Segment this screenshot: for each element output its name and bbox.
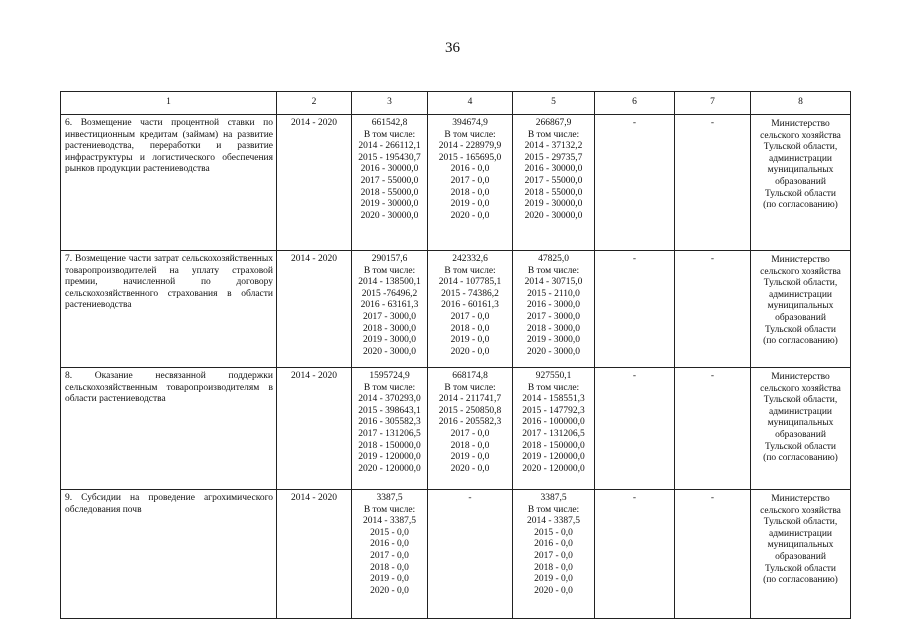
org-line: сельского хозяйства [760,383,841,394]
funding-line: 2020 - 0,0 [450,463,490,474]
org-line: Тульской области, [763,395,838,406]
funding-line: 2014 - 211741,7 [438,394,502,405]
funding-line: 2020 - 120000,0 [522,463,585,474]
funding-line: 2019 - 0,0 [370,574,409,585]
funding-line: 2018 - 150000,0 [358,440,421,451]
funding-cell-col5 [513,490,595,619]
funding-line: 2014 - 228979,9 [438,141,502,152]
funding-line: 2015 - 0,0 [534,527,573,538]
org-line: Министерство [771,494,830,504]
org-line: администрации [768,406,833,417]
funding-line: 2017 - 55000,0 [524,175,583,186]
org-line: сельского хозяйства [760,266,841,277]
column-header: 3 [352,92,428,115]
responsible-org-cell [751,490,851,619]
funding-cell-col5 [513,368,595,490]
funding-line: 2015 - 250850,8 [438,405,502,416]
org-line: Тульской области, [763,517,838,528]
org-line: сельского хозяйства [760,130,841,141]
funding-line: 2020 - 0,0 [534,585,573,596]
funding-line: 2015 - 2110,0 [527,288,580,299]
funding-line: 242332,6 [452,254,488,264]
funding-line: 2015 - 74386,2 [441,288,499,299]
funding-line: 661542,8 [371,118,408,128]
funding-line: 2017 - 0,0 [370,550,409,561]
org-line: образований [775,176,826,187]
responsible-org-cell [751,251,851,368]
funding-line: 2019 - 120000,0 [358,452,421,463]
org-line: Тульской области, [763,142,838,153]
funding-line: 2015 - 398643,1 [358,405,421,416]
funding-line: 2019 - 0,0 [450,335,490,346]
funding-cell-col4 [428,251,513,368]
org-line: администрации [768,528,833,539]
funding-line: 2016 - 100000,0 [522,417,585,428]
empty-value-cell: - [675,251,751,368]
org-line: образований [775,551,826,562]
funding-line: 2019 - 30000,0 [360,199,419,210]
funding-line: 2019 - 30000,0 [524,199,583,210]
funding-line: В том числе: [363,504,416,515]
funding-line: 2020 - 3000,0 [526,346,581,357]
empty-value-cell: - [675,490,751,619]
funding-line: 2019 - 3000,0 [526,335,581,346]
funding-line: В том числе: [527,265,580,276]
funding-line: 2017 - 0,0 [450,428,490,439]
org-line: муниципальных [767,165,834,176]
funding-line: 2018 - 3000,0 [526,323,581,334]
funding-line: 2016 - 0,0 [450,164,490,175]
funding-line: 2018 - 3000,0 [362,323,417,334]
funding-line: 2014 - 138500,1 [358,277,421,288]
org-line: Тульской области [764,324,837,335]
empty-value-cell: - [675,368,751,490]
funding-line: В том числе: [527,504,580,515]
funding-line: 2014 - 266112,1 [358,141,421,152]
funding-line: 2015 - 0,0 [370,527,409,538]
funding-line: 2018 - 0,0 [450,323,490,334]
funding-line: 2017 - 131206,5 [522,428,585,439]
funding-line: 2019 - 0,0 [534,574,573,585]
funding-line: 2016 - 63161,3 [360,300,419,311]
funding-line: 2016 - 3000,0 [526,300,581,311]
org-line: Министерство [771,372,830,382]
funding-line: 2020 - 30000,0 [360,210,419,221]
period-cell: 2014 - 2020 [277,251,352,368]
funding-line: 2020 - 120000,0 [358,463,421,474]
funding-line: 2020 - 0,0 [450,346,490,357]
funding-cell-col5 [513,251,595,368]
funding-line: 2016 - 60161,3 [441,300,499,311]
org-line: Тульской области [764,188,837,199]
funding-line: 2014 - 3387,5 [526,516,581,527]
funding-line: 266867,9 [535,118,572,128]
org-line: образований [775,312,826,323]
funding-line: 2016 - 30000,0 [524,164,583,175]
funding-line: 927550,1 [535,371,572,381]
funding-line: 2018 - 0,0 [534,562,573,573]
funding-line: 1595724,9 [369,371,410,381]
table-body [61,115,851,619]
period-cell: 2014 - 2020 [277,115,352,251]
org-line: (по согласованию) [763,336,838,347]
funding-line: 2018 - 0,0 [450,187,490,198]
funding-line: 2015 - 147792,3 [522,405,585,416]
empty-value-cell: - [595,251,675,368]
column-header: 6 [595,92,675,115]
funding-line: 3387,5 [540,493,567,503]
measure-text: 9. Субсидии на проведение агрохимического обследования почв [65,493,273,515]
org-line: администрации [768,289,833,300]
org-line: (по согласованию) [763,453,838,464]
empty-value-cell: - [675,115,751,251]
page-number: 36 [445,40,460,56]
funding-line: 2018 - 55000,0 [524,187,583,198]
column-header: 8 [751,92,851,115]
funding-line: 2017 - 131206,5 [358,428,421,439]
period-cell: 2014 - 2020 [277,490,352,619]
org-line: муниципальных [767,301,834,312]
measure-cell [61,368,277,490]
funding-line: 2018 - 55000,0 [360,187,419,198]
measure-cell [61,490,277,619]
org-line: Тульской области [764,563,837,574]
org-line: Министерство [771,255,830,265]
funding-line: 47825,0 [538,254,569,264]
funding-line: 668174,8 [452,371,488,381]
funding-line: 2020 - 3000,0 [362,346,417,357]
funding-line: 2019 - 0,0 [450,199,490,210]
funding-line: 2020 - 0,0 [450,210,490,221]
period-cell: 2014 - 2020 [277,368,352,490]
funding-line: 2016 - 0,0 [534,539,573,550]
funding-line: 2016 - 0,0 [370,539,409,550]
measure-cell [61,251,277,368]
funding-line: 2016 - 305582,3 [358,417,421,428]
table-row [61,490,851,619]
funding-line: 2014 - 107785,1 [438,277,502,288]
funding-line: 2016 - 205582,3 [438,417,502,428]
funding-cell-col4 [428,368,513,490]
org-line: (по согласованию) [763,575,838,586]
funding-line: В том числе: [444,265,496,276]
responsible-org-cell [751,368,851,490]
funding-line: В том числе: [363,265,416,276]
funding-cell-col3 [352,368,428,490]
funding-line: 2019 - 3000,0 [362,335,417,346]
funding-line: 2018 - 0,0 [450,440,490,451]
empty-value-cell: - [595,490,675,619]
org-line: администрации [768,153,833,164]
funding-line: В том числе: [444,382,496,393]
table-row [61,251,851,368]
org-line: Министерство [771,119,830,129]
responsible-org-cell [751,115,851,251]
funding-cell-col3 [352,490,428,619]
funding-line: 2014 - 37132,2 [524,141,583,152]
funding-line: 290157,6 [371,254,408,264]
funding-line: В том числе: [363,382,416,393]
funding-line: 2019 - 0,0 [450,452,490,463]
funding-line: В том числе: [363,129,416,140]
table-header-row [61,92,851,115]
table-row [61,368,851,490]
measure-cell [61,115,277,251]
funding-line: 2015 - 29735,7 [524,152,583,163]
org-line: (по согласованию) [763,200,838,211]
funding-line: 2017 - 0,0 [450,311,490,322]
table-row [61,115,851,251]
empty-value-cell: - [595,368,675,490]
funding-line: 2017 - 0,0 [534,550,573,561]
funding-line: 2017 - 3000,0 [526,311,581,322]
funding-line: 2014 - 3387,5 [362,516,417,527]
funding-cell-col4 [428,115,513,251]
funding-cell-col3 [352,251,428,368]
funding-line: 2014 - 30715,0 [524,277,583,288]
funding-cell-col4 [428,490,513,619]
measure-text: 6. Возмещение части процентной ставки по инвестиционным кредитам (займам) на развитие растениеводства, переработки и развитие инфраструктуры и логистического обеспечения рынков продукции растениеводства [65,118,273,175]
org-line: Тульской области, [763,278,838,289]
funding-line: 2017 - 0,0 [450,175,490,186]
measure-text: 8. Оказание несвязанной поддержки сельскохозяйственным товаропроизводителям в области растениеводства [65,371,273,405]
funding-line: 2019 - 120000,0 [522,452,585,463]
funding-line: 2018 - 0,0 [370,562,409,573]
column-header: 4 [428,92,513,115]
funding-line: 2020 - 0,0 [370,585,409,596]
funding-line: В том числе: [527,129,580,140]
org-line: муниципальных [767,540,834,551]
funding-line: 2015 -76496,2 [361,288,418,299]
funding-line: - [468,493,472,503]
funding-line: 2017 - 3000,0 [362,311,417,322]
funding-line: В том числе: [444,129,496,140]
funding-cell-col5 [513,115,595,251]
funding-line: 3387,5 [376,493,403,503]
funding-line: В том числе: [527,382,580,393]
funding-line: 2015 - 165695,0 [438,152,502,163]
funding-line: 2016 - 30000,0 [360,164,419,175]
column-header: 7 [675,92,751,115]
measure-text: 7. Возмещение части затрат сельскохозяйственных товаропроизводителей на уплату страховой премии, начисленной по договору сельскохозяйственного страхования в области растениеводства [65,254,273,311]
org-line: сельского хозяйства [760,505,841,516]
funding-line: 394674,9 [452,118,488,128]
column-header: 1 [61,92,277,115]
funding-line: 2014 - 158551,3 [522,394,585,405]
funding-line: 2014 - 370293,0 [358,394,421,405]
column-header: 5 [513,92,595,115]
org-line: образований [775,429,826,440]
funding-line: 2018 - 150000,0 [522,440,585,451]
empty-value-cell: - [595,115,675,251]
org-line: Тульской области [764,441,837,452]
funding-line: 2020 - 30000,0 [524,210,583,221]
org-line: муниципальных [767,418,834,429]
column-header: 2 [277,92,352,115]
funding-line: 2017 - 55000,0 [360,175,419,186]
funding-line: 2015 - 195430,7 [358,152,421,163]
funding-cell-col3 [352,115,428,251]
program-measures-table [60,91,851,619]
